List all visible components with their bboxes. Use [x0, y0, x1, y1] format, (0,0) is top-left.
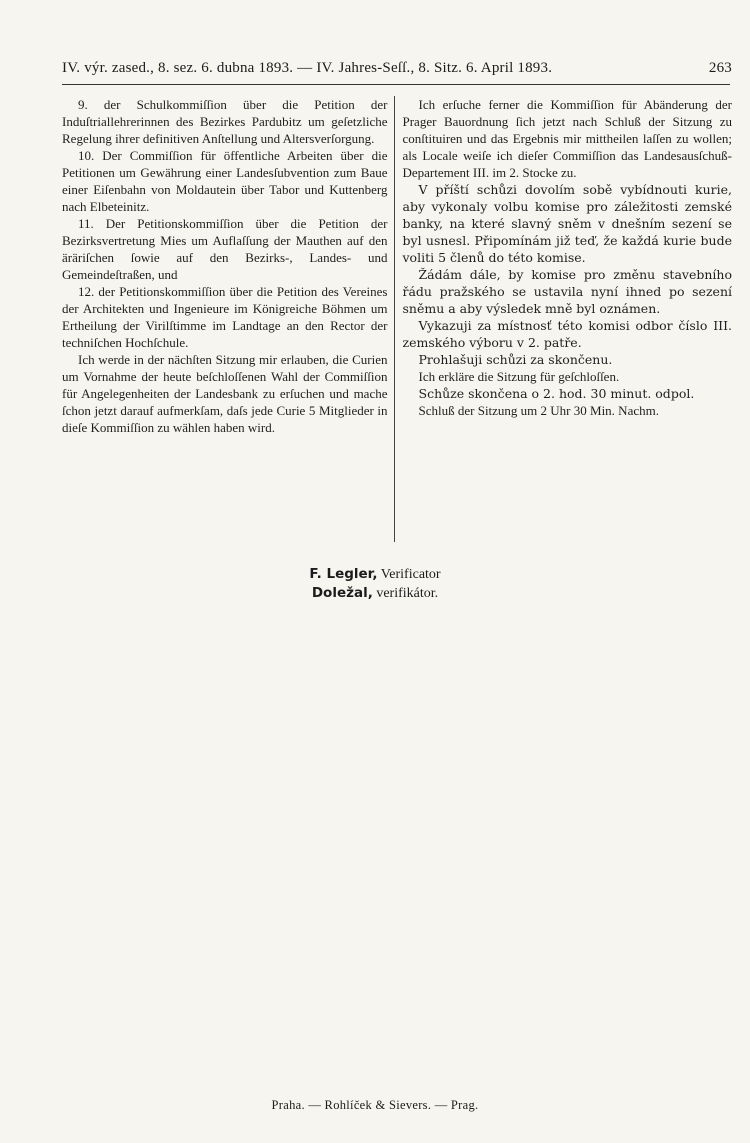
signature-line-dolezal — [0, 584, 750, 603]
signatory-name: F. Legler, — [309, 566, 378, 582]
paragraph-item-11: 11. Der Petitionskommiſſion über die Petition der Bezirksvertretung Mies um Auflaſſung der Mauthen auf den äräriſchen ſowie auf den Bezirks-, Landes- und Gemeindeſtraßen, und — [62, 216, 388, 282]
running-head: IV. výr. zased., 8. sez. 6. dubna 1893. — IV. Jahres-Seſſ., 8. Sitz. 6. April 1893. — [62, 60, 553, 76]
paragraph-item-12: 12. der Petitionskommiſſion über die Petition des Vereines der Architekten und Ingenieure im Königreiche Böhmen um Ertheilung der Virilſtimme im Landtage an den Rector der techniſchen Hochſchule. — [62, 284, 388, 350]
paragraph-item-9: 9. der Schulkommiſſion über die Petition der Induſtriallehrerinnen des Bezirkes Pardubitz um geſetzliche Regelung ihrer definitiven Anſtellung und Altersverſorgung. — [62, 97, 388, 146]
paragraph-de-end-time: Schluß der Sitzung um 2 Uhr 30 Min. Nachm. — [418, 403, 659, 418]
signatory-name: Doležal, — [311, 585, 373, 601]
paragraph-cs-curie: V příští schůzi dovolím sobě vybídnouti kurie, aby vykonaly volbu komise pro záležitosti zemské banky, na které slavný sněm v dnešním sezení se byl usnesl. Připomínám již teď, že každá kurie bude voliti 5 členů do této komise. — [402, 182, 732, 265]
signature-line-legler — [0, 565, 750, 584]
two-column-body — [62, 96, 732, 546]
right-column — [395, 96, 733, 546]
signature-block — [0, 565, 750, 603]
page-header — [62, 60, 732, 77]
paragraph-cs-room: Vykazuji za místnosť této komisi odbor číslo III. zemského výboru v 2. patře. — [402, 318, 732, 350]
left-column — [62, 96, 395, 542]
paragraph-announcement: Ich werde in der nächſten Sitzung mir erlauben, die Curien um Vornahme der heute beſchloſſenen Wahl der Commiſſion für Angelegenheiten der Landesbank zu erſuchen und mache ſchon jetzt darauf aufmerkſam, daſs jede Curie 5 Mitglieder in dieſe Kommiſſion zu wählen haben wird. — [62, 352, 388, 435]
signatory-role: Verificator — [380, 567, 441, 582]
paragraph-cs-closing: Prohlašuji schůzi za skončenu. — [418, 352, 613, 367]
paragraph-cs-commission: Žádám dále, by komise pro změnu stavebního řádu pražského se ustavila nyní ihned po sezení sněmu a aby výsledek mně byl oznámen. — [402, 267, 732, 316]
paragraph-cs-end-time: Schůze skončena o 2. hod. 30 minut. odpol. — [418, 386, 695, 401]
paragraph-de-commission: Ich erſuche ferner die Kommiſſion für Abänderung der Prager Bauordnung ſich jetzt nach Schluß der Sitzung zu conſtituiren und das Ergebnis mir mittheilen laſſen zu wollen; als Locale weiſe ich dieſer Commiſſion das Landesausſchuß-Departement III. im 2. Stocke zu. — [402, 97, 732, 180]
page-number: 263 — [708, 60, 732, 76]
paragraph-item-10: 10. Der Commiſſion für öffentliche Arbeiten über die Petitionen um Gewährung einer Landesſubvention zum Baue einer Eiſenbahn von Moldautein über Tabor und Kuttenberg nach Elbeteinitz. — [62, 148, 388, 214]
signatory-role: verifikátor. — [376, 586, 439, 601]
header-rule — [62, 84, 730, 85]
paragraph-de-closing: Ich erkläre die Sitzung für geſchloſſen. — [418, 369, 620, 384]
printer-footer: Praha. — Rohlíček & Sievers. — Prag. — [271, 1098, 479, 1112]
